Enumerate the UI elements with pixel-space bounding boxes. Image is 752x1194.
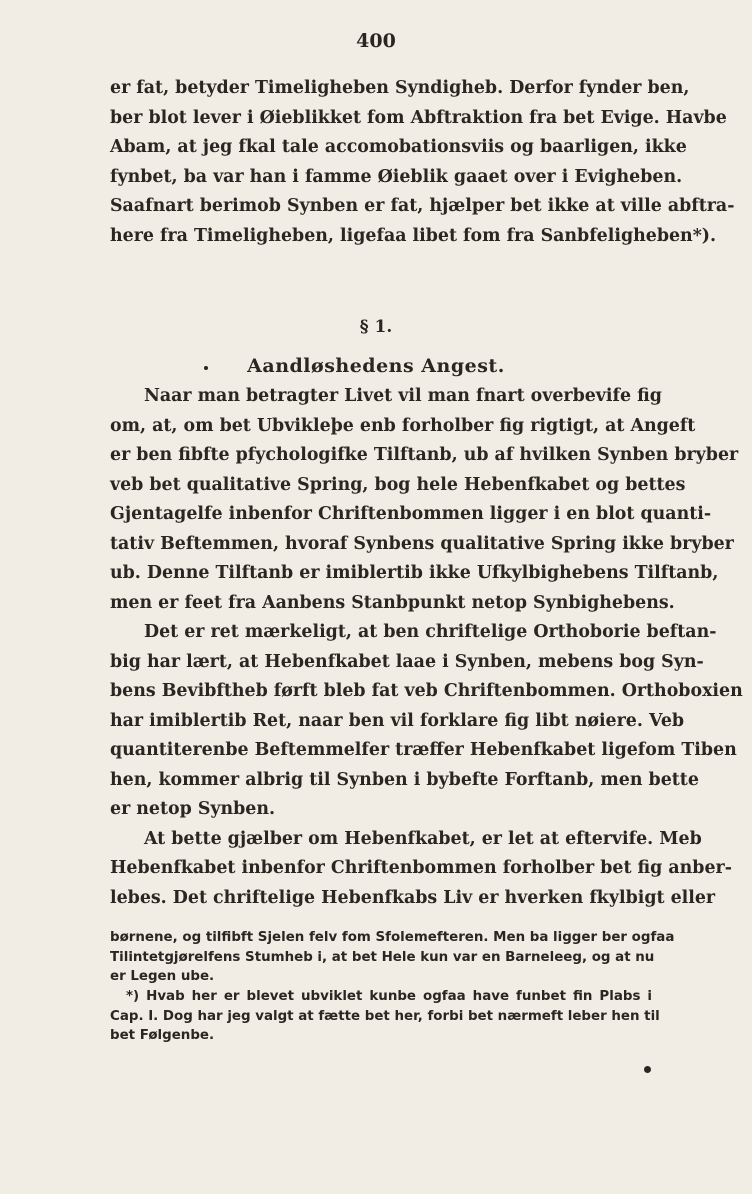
footnote-line: børnene, og tilfibft Sjelen felv fom Sfolemefteren. Men ba ligger ber ogfaa [110,930,675,945]
section-label: § 1. [359,317,393,337]
text-line: Naar man betragter Livet vil man fnart overbevife fig [144,386,662,406]
footnotes [110,928,675,1046]
body-paragraphs [110,382,743,913]
text-line: bens Bevibfthеb førft bleb fat veb Chriftenbommen. Orthoboxien [110,681,743,701]
text-line: Hebenfkabet inbenfor Chriftenbommen forholber bet fig anber- [110,858,732,878]
text-line: Det er ret mærkeligt, at ben chriftelige Orthoborie beftan- [144,622,717,642]
text-line: ub. Denne Tilftanb er imiblertib ikke Ufkylbighebens Tilftanb, [110,563,719,583]
text-line: Gjentagelfe inbenfor Chriftenbommen ligger i en blot quanti- [110,504,712,524]
intro-paragraph [110,74,735,251]
text-line: fynbet, ba var han i famme Øieblik gaaet over i Evigheben. [110,166,683,187]
text-line: At bette gjælber om Hebenfkabet, er let at eftervife. Meb [144,828,702,849]
footnote-line: er Legen ube. [110,969,215,985]
text-line: here fra Timeligheben, ligefaa libet fom fra Sanbfeligheben*). [110,225,717,246]
footnote-line: *) Hvab her er blevet ubviklet kunbe ogfaa have funbet fin Plabs i [126,989,652,1005]
text-line: veb bet qualitative Spring, bog hele Hebenfkabet og bettes [110,474,686,495]
text-line: quantiterenbe Beftemmelfer træffer Hebenfkabet ligefom Tiben [110,740,737,760]
text-line: er fat, betyder Timeligheben Syndigheb. Derfor fynder ben, [110,78,690,98]
text-line: er netop Synben. [110,799,276,819]
text-line: er ben fibfte pfychologifke Tilftanb, ub af hvilken Synben bryber [110,445,739,465]
text-line: men er feet fra Aanbens Stanbpunkt netop Synbighebens. [110,592,675,613]
text-line: hen, kommer albrig til Synben i bybefte Forftanb, men bette [110,769,699,790]
text-line: har imiblertib Ret, naar ben vil forklare fig libt nøiere. Veb [110,710,685,731]
footnote-line: bet Følgenbe. [110,1028,215,1044]
text-line: big har lært, at Hebenfkabet laae i Synben, mebens bog Syn- [110,651,704,672]
text-line: om, at, om bet Ubvikleþe enb forholber fig rigtigt, at Angeft [110,415,696,436]
ink-blot-icon [644,1066,651,1073]
page-number: 400 [356,30,396,52]
footnote-line: Cap. I. Dog har jeg valgt at fætte bet her, forbi bet nærmeft leber hen til [110,1008,660,1024]
text-line: ber blot lever i Øieblikket fom Abftraktion fra bet Evige. Havbe [110,107,727,128]
text-line: lebes. Det chriftelige Hebenfkabs Liv er hverken fkylbigt eller [110,887,716,908]
text-line: tativ Beftemmen, hvoraf Synbens qualitative Spring ikke bryber [110,533,734,554]
footnote-line: Tilintetgjørelfens Stumheb i, at bet Hele kun var en Barneleeg, og at nu [110,949,655,965]
text-line: Saafnart berimob Synben er fat, hjælper bet ikke at ville abftra- [110,196,735,216]
text-line: Abam, at jeg fkal tale accomobationsviis og baarligen, ikke [110,137,687,157]
section-title: Aandløshedens Angest. [247,355,505,377]
